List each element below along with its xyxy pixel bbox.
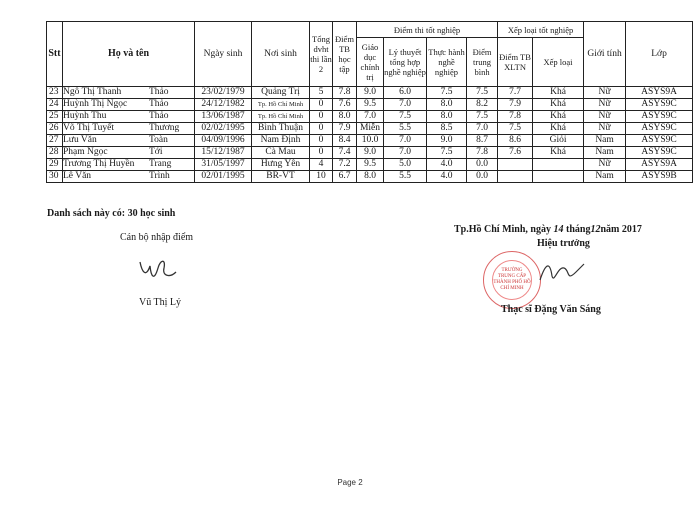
left-signature	[136, 254, 184, 288]
cell-th: 9.0	[427, 135, 467, 147]
school-stamp	[483, 251, 541, 309]
cell-last-name: Phạm Ngọc	[63, 147, 108, 157]
cell-last-name: Lê Văn	[63, 171, 92, 181]
cell-tb: 7.8	[333, 87, 357, 99]
cell-lt: 5.5	[384, 171, 427, 183]
table-row	[47, 123, 693, 135]
cell-lop: ASYS9C	[626, 111, 693, 123]
summary-text: Danh sách này có: 30 học sinh	[47, 208, 176, 219]
cell-first-name: Toàn	[149, 135, 168, 145]
cell-stt: 24	[47, 99, 63, 111]
cell-dob: 02/01/1995	[195, 171, 252, 183]
cell-lop: ASYS9C	[626, 123, 693, 135]
cell-pob: Bình Thuận	[252, 123, 310, 135]
cell-xltn	[498, 171, 533, 183]
cell-dob: 23/02/1979	[195, 87, 252, 99]
header-total-dvht: Tổng dvht thi lần 2	[310, 22, 333, 87]
cell-dvht: 10	[310, 171, 333, 183]
cell-gt: Nữ	[584, 123, 626, 135]
header-name: Họ và tên	[63, 22, 195, 87]
cell-th: 8.5	[427, 123, 467, 135]
cell-lop: ASYS9C	[626, 99, 693, 111]
cell-last-name: Huỳnh Thị Ngọc	[63, 99, 128, 109]
cell-tb: 7.2	[333, 159, 357, 171]
cell-tb: 8.0	[333, 111, 357, 123]
cell-dvht: 0	[310, 123, 333, 135]
cell-dvht: 5	[310, 87, 333, 99]
cell-xl	[533, 159, 584, 171]
cell-pob: Tp. Hồ Chí Minh	[252, 99, 310, 111]
left-signer-title: Cán bộ nhập điểm	[120, 232, 194, 243]
cell-xltn: 7.6	[498, 147, 533, 159]
cell-pob: Tp. Hồ Chí Minh	[252, 111, 310, 123]
cell-dvht: 0	[310, 135, 333, 147]
right-signer-name: Thạc sĩ Đặng Văn Sáng	[501, 304, 601, 315]
cell-last-name: Huỳnh Thu	[63, 111, 107, 121]
header-class: Lớp	[626, 22, 693, 87]
date-year: năm 2017	[600, 224, 642, 235]
date-month-label: tháng	[565, 224, 591, 235]
cell-xltn: 7.8	[498, 111, 533, 123]
cell-xltn: 7.7	[498, 87, 533, 99]
cell-lt: 7.0	[384, 135, 427, 147]
cell-last-name: Lưu Văn	[63, 135, 97, 145]
stamp-bottom: THÀNH PHỐ HỒ CHÍ MINH	[493, 280, 531, 291]
cell-dob: 02/02/1995	[195, 123, 252, 135]
grades-body	[47, 87, 693, 183]
cell-lop: ASYS9A	[626, 159, 693, 171]
cell-stt: 28	[47, 147, 63, 159]
cell-dtb: 7.5	[467, 87, 498, 99]
cell-dob: 13/06/1987	[195, 111, 252, 123]
cell-pob: Quảng Trị	[252, 87, 310, 99]
table-row	[47, 147, 693, 159]
cell-xl: Khá	[533, 123, 584, 135]
header-avg-score: Điểm TB học tập	[333, 22, 357, 87]
cell-first-name: Trang	[149, 159, 172, 169]
cell-pob: Cà Mau	[252, 147, 310, 159]
header-stt: Stt	[47, 22, 63, 87]
cell-last-name: Võ Thị Tuyết	[63, 123, 115, 133]
cell-gd: 10.0	[357, 135, 384, 147]
cell-name	[63, 147, 195, 159]
table-row	[47, 111, 693, 123]
cell-dvht: 0	[310, 99, 333, 111]
table-row	[47, 171, 693, 183]
cell-last-name: Ngô Thị Thanh	[63, 87, 122, 97]
cell-gt: Nữ	[584, 87, 626, 99]
cell-pob: Hưng Yên	[252, 159, 310, 171]
cell-dob: 24/12/1982	[195, 99, 252, 111]
cell-dob: 15/12/1987	[195, 147, 252, 159]
cell-gt: Nam	[584, 135, 626, 147]
cell-stt: 23	[47, 87, 63, 99]
cell-tb: 8.4	[333, 135, 357, 147]
cell-lt: 7.5	[384, 111, 427, 123]
right-signer-title: Hiệu trưởng	[537, 238, 590, 249]
cell-dvht: 0	[310, 111, 333, 123]
cell-dvht: 0	[310, 147, 333, 159]
cell-gt: Nữ	[584, 159, 626, 171]
cell-name	[63, 111, 195, 123]
header-theory: Lý thuyết tổng hợp nghề nghiệp	[384, 38, 427, 87]
cell-lt: 6.0	[384, 87, 427, 99]
cell-lt: 5.0	[384, 159, 427, 171]
cell-th: 8.0	[427, 111, 467, 123]
header-exam-avg: Điểm trung bình	[467, 38, 498, 87]
cell-name	[63, 123, 195, 135]
cell-gt: Nữ	[584, 99, 626, 111]
cell-name	[63, 135, 195, 147]
cell-name	[63, 171, 195, 183]
cell-xl: Khá	[533, 99, 584, 111]
table-row	[47, 87, 693, 99]
cell-gd: 9.0	[357, 87, 384, 99]
cell-tb: 7.4	[333, 147, 357, 159]
right-signature	[536, 258, 586, 288]
cell-xltn	[498, 159, 533, 171]
cell-gt: Nữ	[584, 111, 626, 123]
cell-lop: ASYS9C	[626, 147, 693, 159]
page-number: Page 2	[337, 478, 363, 487]
cell-dtb: 0.0	[467, 159, 498, 171]
cell-xl: Khá	[533, 147, 584, 159]
cell-stt: 25	[47, 111, 63, 123]
cell-name	[63, 99, 195, 111]
cell-tb: 7.9	[333, 123, 357, 135]
cell-first-name: Thảo	[149, 111, 169, 121]
cell-first-name: Thảo	[149, 87, 169, 97]
cell-lt: 7.0	[384, 147, 427, 159]
stamp-middle: TRUNG CẤP	[497, 274, 527, 279]
cell-dtb: 7.8	[467, 147, 498, 159]
cell-first-name: Thương	[149, 123, 180, 133]
cell-th: 7.5	[427, 147, 467, 159]
cell-stt: 29	[47, 159, 63, 171]
stamp-top: TRƯỜNG	[501, 268, 523, 273]
cell-th: 4.0	[427, 171, 467, 183]
cell-lt: 5.5	[384, 123, 427, 135]
cell-lt: 7.0	[384, 99, 427, 111]
cell-first-name: Trình	[149, 171, 170, 181]
header-exam-group: Điểm thi tốt nghiệp	[357, 22, 498, 38]
cell-xltn: 8.6	[498, 135, 533, 147]
cell-gt: Nam	[584, 171, 626, 183]
table-row	[47, 159, 693, 171]
cell-stt: 30	[47, 171, 63, 183]
cell-dtb: 0.0	[467, 171, 498, 183]
cell-first-name: Thảo	[149, 99, 169, 109]
cell-pob: Nam Định	[252, 135, 310, 147]
cell-gd: Miễn	[357, 123, 384, 135]
cell-tb: 7.6	[333, 99, 357, 111]
cell-dob: 04/09/1996	[195, 135, 252, 147]
sign-date	[454, 224, 642, 235]
cell-last-name: Trương Thị Huyền	[63, 159, 135, 169]
cell-name	[63, 87, 195, 99]
header-birthplace: Nơi sinh	[252, 22, 310, 87]
cell-gd: 9.0	[357, 147, 384, 159]
date-month: 12	[590, 224, 601, 235]
cell-tb: 6.7	[333, 171, 357, 183]
cell-gd: 8.0	[357, 171, 384, 183]
header-practice: Thực hành nghề nghiệp	[427, 38, 467, 87]
left-signer-name: Vũ Thị Lý	[139, 297, 182, 308]
grades-table	[46, 21, 693, 183]
cell-dvht: 4	[310, 159, 333, 171]
header-politics: Giáo dục chính trị	[357, 38, 384, 87]
cell-lop: ASYS9A	[626, 87, 693, 99]
date-day: 14	[553, 224, 564, 235]
cell-name	[63, 159, 195, 171]
header-dob: Ngày sinh	[195, 22, 252, 87]
table-row	[47, 135, 693, 147]
cell-xl	[533, 171, 584, 183]
date-prefix: Tp.Hồ Chí Minh, ngày	[454, 224, 551, 235]
cell-dtb: 8.2	[467, 99, 498, 111]
cell-th: 7.5	[427, 87, 467, 99]
cell-gd: 9.5	[357, 159, 384, 171]
cell-stt: 26	[47, 123, 63, 135]
cell-xltn: 7.5	[498, 123, 533, 135]
stamp-inner	[492, 260, 532, 300]
cell-dtb: 7.0	[467, 123, 498, 135]
cell-dob: 31/05/1997	[195, 159, 252, 171]
cell-xltn: 7.9	[498, 99, 533, 111]
cell-th: 8.0	[427, 99, 467, 111]
cell-gd: 7.0	[357, 111, 384, 123]
cell-lop: ASYS9C	[626, 135, 693, 147]
cell-gt: Nam	[584, 147, 626, 159]
cell-gd: 9.5	[357, 99, 384, 111]
header-gender: Giới tính	[584, 22, 626, 87]
cell-first-name: Tới	[149, 147, 163, 157]
cell-xl: Khá	[533, 87, 584, 99]
header-rank-group: Xếp loại tốt nghiệp	[498, 22, 584, 38]
cell-th: 4.0	[427, 159, 467, 171]
cell-stt: 27	[47, 135, 63, 147]
cell-pob: BR-VT	[252, 171, 310, 183]
cell-lop: ASYS9B	[626, 171, 693, 183]
cell-dtb: 7.5	[467, 111, 498, 123]
header-rank: Xếp loại	[533, 38, 584, 87]
header-xltn-score: Điểm TB XLTN	[498, 38, 533, 87]
table-row	[47, 99, 693, 111]
cell-xl: Khá	[533, 111, 584, 123]
cell-dtb: 8.7	[467, 135, 498, 147]
cell-xl: Giỏi	[533, 135, 584, 147]
